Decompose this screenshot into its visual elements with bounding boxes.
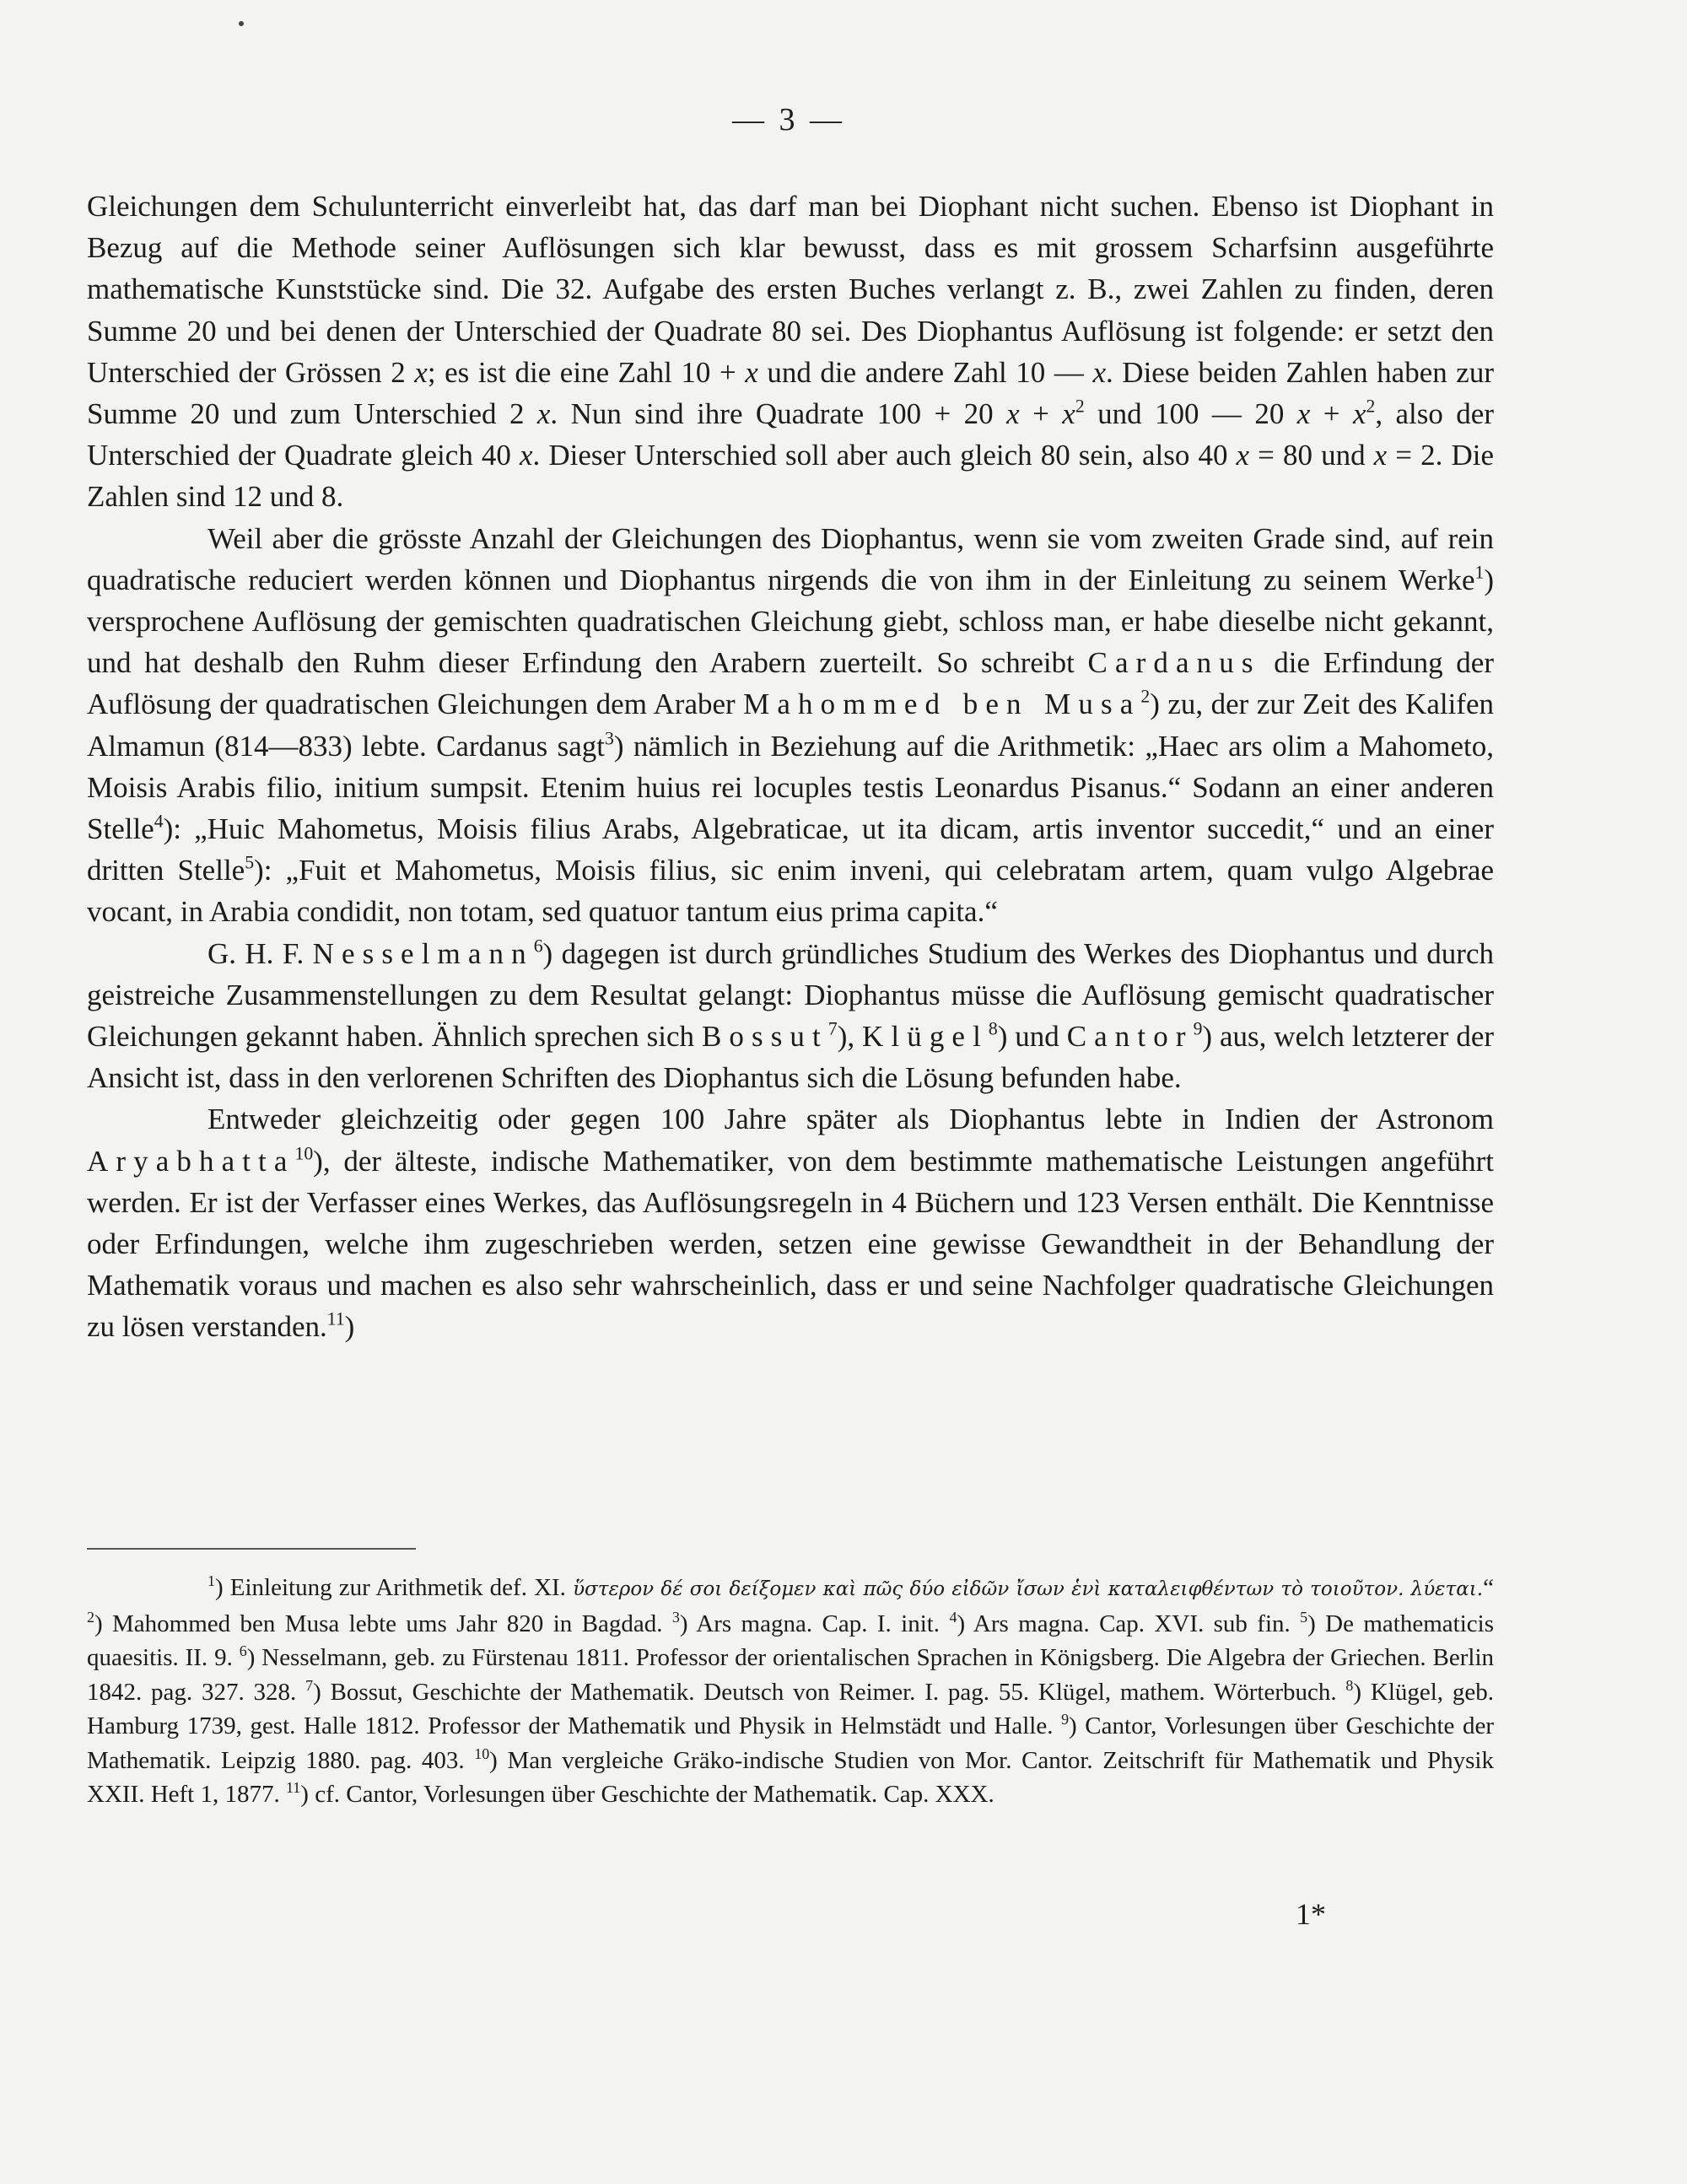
footnote-ref: 3 [604, 728, 614, 749]
footnote-ref: 9 [1193, 1018, 1203, 1039]
page-number: — 3 — [732, 102, 845, 138]
greek-quotation: ὕστερον δέ σοι δείξομεν καὶ πῶς δύο εἰδῶν ἴσων ἑνὶ καταλειφθέντων τὸ τοιοῦτον. λύεται. [573, 1578, 1484, 1600]
footnote-divider [87, 1548, 416, 1550]
signature-mark: 1* [1296, 1897, 1326, 1931]
footnote-ref: 10 [294, 1143, 314, 1164]
main-text [87, 186, 1494, 1348]
footnote-ref: 1 [1474, 562, 1485, 583]
paragraph-2: Weil aber die grösste Anzahl der Gleichungen des Diophantus, wenn sie vom zweiten Grade sind, auf rein quadratische reduciert werden können und Diophantus nirgends die von ihm in der Einleitung zu seinem Werke$^1$) versprochene Auflösung der gemischten quadratischen Gleichung giebt, schloss man, er habe dieselbe nicht gekannt, und hat deshalb den Ruhm dieser Erfindung den Arabern zuerteilt. So schreibt Cardanus die Erfindung der Auflösung der quadratischen Gleichungen dem Araber Mahommed ben Musa$^2$) zu, der zur Zeit des Kalifen Almamun (814—833) lebte. Cardanus sagt$^3$) nämlich in Beziehung auf die Arithmetik: „Haec ars olim a Mahometo, Moisis Arabis filio, initium sumpsit. Etenim huius rei locuples testis Leonardus Pisanus.“ Sodann an einer anderen Stelle$^4$): „Huic Mahometus, Moisis filius Arabs, Algebraticae, ut ita dicam, artis inventor succedit,“ und an einer dritten Stelle$^5$): „Fuit et Mahometus, Moisis filius, sic enim inveni, qui celebratam artem, quam vulgo Algebrae vocant, in Arabia condidit, non totam, sed quatuor tantum eius prima capita.“ [87, 521, 1495, 929]
footnote-ref: 5 [245, 852, 255, 873]
footnote-ref: 11 [326, 1309, 345, 1330]
footnotes [87, 1571, 1494, 1812]
paragraph-4: Entweder gleichzeitig oder gegen 100 Jahre später als Diophantus lebte in Indien der Astronom Aryabhatta$^{10}$), der älteste, indische Mathematiker, von dem bestimmte mathematische Leistungen angeführt werden. Er ist der Verfasser eines Werkes, das Auflösungsregeln in 4 Büchern und 123 Versen enthält. Die Kenntnisse oder Erfindungen, welche ihm zugeschrieben werden, setzen eine gewisse Gewandtheit in der Behandlung der Mathematik voraus und machen es also sehr wahrscheinlich, dass er und seine Nachfolger quadratische Gleichungen zu lösen verstanden.$^{11}$) [87, 1103, 1494, 1344]
footnote-ref: 4 [154, 811, 164, 832]
footnote-ref: 8 [988, 1018, 998, 1039]
footnote-ref: 2 [1140, 686, 1151, 707]
footnote-block: $^1$) Einleitung zur Arithmetik def. XI. ὕστερον δέ σοι δείξομεν καὶ πῶς δύο εἰδῶν ἴσων ἑνὶ καταλειφθέντων τὸ τοιοῦτον. λύεται.“ $^2$) Mahommed ben Musa lebte ums Jahr 820 in Bagdad. $^3$) Ars magna. Cap. I. init. $^4$) Ars magna. Cap. XVI. sub fin. $^5$) De mathematicis quaesitis. II. 9. $^6$) Nesselmann, geb. zu Fürstenau 1811. Professor der orientalischen Sprachen in Königsberg. Die Algebra der Griechen. Berlin 1842. pag. 327. 328. $^7$) Bossut, Geschichte der Mathematik. Deutsch von Reimer. I. pag. 55. Klügel, mathem. Wörterbuch. $^8$) Klügel, geb. Hamburg 1739, gest. Halle 1812. Professor der Mathematik und Physik in Helmstädt und Halle. $^9$) Cantor, Vorlesungen über Geschichte der Mathematik. Leipzig 1880. pag. 403. $^{10}$) Man vergleiche Gräko-indische Studien von Mor. Cantor. Zeitschrift für Mathematik und Physik XXII. Heft 1, 1877. $^{11}$) cf. Cantor, Vorlesungen über Geschichte der Mathematik. Cap. XXX. [87, 1572, 1494, 1808]
footnote-ref: 6 [533, 936, 543, 957]
footnote-ref: 7 [827, 1018, 838, 1039]
paragraph-1: Gleichungen dem Schulunterricht einverleibt hat, das darf man bei Diophant nicht suchen. Ebenso ist Diophant in Bezug auf die Methode seiner Auflösungen sich klar bewusst, dass es mit grossem Scharfsinn ausgeführte mathematische Kunststücke sind. Die 32. Aufgabe des ersten Buches verlangt z. B., zwei Zahlen zu finden, deren Summe 20 und bei denen der Unterschied der Quadrate 80 sei. Des Diophantus Auflösung ist folgende: er setzt den Unterschied der Grössen 2 x; es ist die eine Zahl 10 + x und die andere Zahl 10 — x. Diese beiden Zahlen haben zur Summe 20 und zum Unterschied 2 x. Nun sind ihre Quadrate 100 + 20 $x + x^2$ und 100 — 20 $x + x^2$, also der Unterschied der Quadrate gleich 40 x. Dieser Unterschied soll aber auch gleich 80 sein, also 40 x = 80 und x = 2. Die Zahlen sind 12 und 8. [87, 190, 1494, 514]
printing-speck [239, 21, 244, 26]
paragraph-3: G. H. F. Nesselmann$^6$) dagegen ist durch gründliches Studium des Werkes des Diophantus und durch geistreiche Zusammenstellungen zu dem Resultat gelangt: Diophantus müsse die Auflösung gemischt quadratischer Gleichungen gekannt haben. Ähnlich sprechen sich Bossut$^7$), Klügel$^8$) und Cantor$^9$) aus, welch letzterer der Ansicht ist, dass in den verlorenen Schriften des Diophantus sich die Lösung befunden habe. [87, 936, 1495, 1095]
